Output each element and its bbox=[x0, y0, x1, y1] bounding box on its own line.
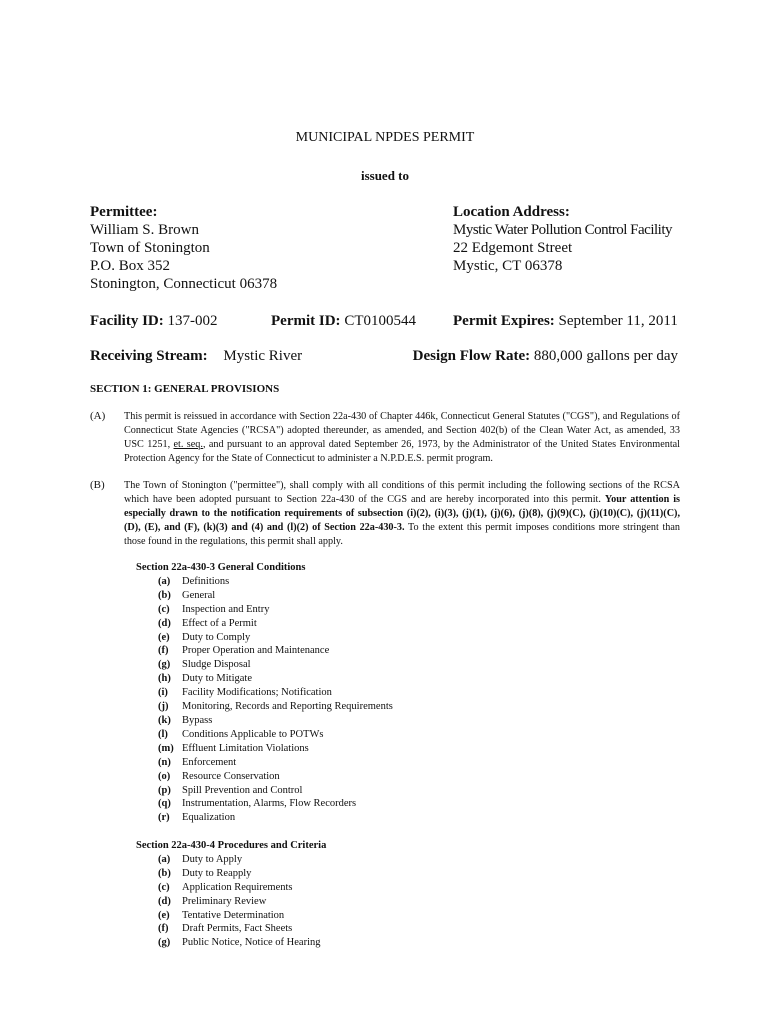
location-line: Mystic Water Pollution Control Facility bbox=[453, 222, 673, 238]
list-item-key: (e) bbox=[158, 909, 170, 921]
list-item-text: Facility Modifications; Notification bbox=[182, 687, 332, 699]
permit-expires-label: Permit Expires: bbox=[453, 313, 555, 329]
list-item bbox=[158, 631, 393, 645]
permit-id-label: Permit ID: bbox=[271, 313, 341, 329]
document-title: MUNICIPAL NPDES PERMIT bbox=[295, 130, 475, 145]
list-item-key: (c) bbox=[158, 881, 170, 893]
paragraph-label-b: (B) bbox=[90, 479, 105, 491]
list-item bbox=[158, 797, 393, 811]
list-item-text: Instrumentation, Alarms, Flow Recorders bbox=[182, 798, 357, 810]
permit-expires bbox=[453, 312, 678, 330]
section-heading: SECTION 1: GENERAL PROVISIONS bbox=[90, 383, 280, 395]
procedures-list bbox=[136, 839, 326, 950]
list-item-text: Duty to Apply bbox=[182, 853, 243, 865]
list-item-text: Equalization bbox=[182, 812, 236, 824]
list-item-text: Public Notice, Notice of Hearing bbox=[182, 937, 321, 949]
list-item-key: (o) bbox=[158, 770, 171, 782]
list-item-text: Effluent Limitation Violations bbox=[182, 742, 309, 754]
procedures-items bbox=[136, 853, 326, 950]
list-item-key: (l) bbox=[158, 728, 168, 740]
list-item bbox=[158, 686, 393, 700]
list-item bbox=[158, 644, 393, 658]
list-item-text: Effect of a Permit bbox=[182, 617, 257, 629]
list-item bbox=[158, 714, 393, 728]
list-item-key: (d) bbox=[158, 617, 171, 629]
list-item bbox=[158, 756, 393, 770]
permit-id-value: CT0100544 bbox=[344, 313, 416, 329]
paragraph-b bbox=[124, 479, 680, 549]
facility-id-label: Facility ID: bbox=[90, 313, 164, 329]
receiving-stream-label: Receiving Stream: bbox=[90, 348, 208, 364]
general-conditions-items bbox=[136, 575, 393, 825]
list-item bbox=[158, 881, 326, 895]
list-item-text: Duty to Comply bbox=[182, 631, 251, 643]
list-item bbox=[158, 853, 326, 867]
receiving-stream-value: Mystic River bbox=[223, 348, 303, 364]
list-item-key: (a) bbox=[158, 575, 171, 587]
general-conditions-title: Section 22a-430-3 General Conditions bbox=[136, 562, 306, 573]
list-item-key: (c) bbox=[158, 603, 170, 615]
list-item-text: Resource Conservation bbox=[182, 770, 280, 782]
permittee-block bbox=[90, 203, 277, 293]
list-item-text: General bbox=[182, 589, 216, 601]
list-item-key: (p) bbox=[158, 784, 171, 796]
list-item bbox=[158, 575, 393, 589]
list-item-key: (b) bbox=[158, 589, 171, 601]
permittee-line: Stonington, Connecticut 06378 bbox=[90, 276, 278, 292]
list-item-text: Enforcement bbox=[182, 756, 237, 768]
location-label: Location Address: bbox=[453, 204, 570, 220]
facility-id-value: 137-002 bbox=[167, 313, 218, 329]
list-item-key: (r) bbox=[158, 812, 170, 824]
permittee-line: Town of Stonington bbox=[90, 240, 210, 256]
list-item-text: Sludge Disposal bbox=[182, 659, 251, 671]
list-item-key: (j) bbox=[158, 701, 169, 713]
list-item bbox=[158, 867, 326, 881]
list-item bbox=[158, 936, 326, 950]
location-line: 22 Edgemont Street bbox=[453, 240, 573, 256]
permittee-line: P.O. Box 352 bbox=[90, 258, 171, 274]
list-item-key: (b) bbox=[158, 867, 171, 879]
list-item bbox=[158, 742, 393, 756]
list-item-text: Inspection and Entry bbox=[182, 603, 270, 615]
list-item-key: (k) bbox=[158, 714, 171, 726]
issued-to-line: issued to bbox=[360, 168, 410, 183]
permit-expires-value: September 11, 2011 bbox=[558, 313, 678, 329]
permittee-label: Permittee: bbox=[90, 204, 158, 220]
list-item-text: Spill Prevention and Control bbox=[182, 784, 303, 796]
list-item-key: (a) bbox=[158, 853, 171, 865]
list-item-key: (d) bbox=[158, 895, 171, 907]
list-item-text: Bypass bbox=[182, 714, 213, 726]
list-item bbox=[158, 811, 393, 825]
list-item-text: Draft Permits, Fact Sheets bbox=[182, 923, 293, 935]
list-item bbox=[158, 770, 393, 784]
list-item-text: Duty to Mitigate bbox=[182, 673, 252, 685]
list-item-key: (n) bbox=[158, 756, 171, 768]
list-item-key: (h) bbox=[158, 673, 171, 685]
list-item bbox=[158, 922, 326, 936]
list-item bbox=[158, 617, 393, 631]
list-item-key: (f) bbox=[158, 923, 169, 935]
paragraph-b-text: The Town of Stonington ("permittee"), shall comply with all conditions of this permit including the following sections of the RCSA which have been adopted pursuant to Section 22a-430 of the CGS and are hereby incorporated into this permit. bbox=[124, 480, 680, 506]
list-item bbox=[158, 728, 393, 742]
procedures-title: Section 22a-430-4 Procedures and Criteria bbox=[136, 840, 327, 851]
list-item bbox=[158, 658, 393, 672]
list-item-key: (g) bbox=[158, 937, 171, 949]
design-flow-rate bbox=[413, 347, 678, 365]
list-item-text: Application Requirements bbox=[182, 881, 293, 893]
list-item bbox=[158, 589, 393, 603]
list-item-text: Conditions Applicable to POTWs bbox=[182, 728, 324, 740]
list-item bbox=[158, 784, 393, 798]
list-item-text: Proper Operation and Maintenance bbox=[182, 645, 330, 657]
permit-id bbox=[271, 312, 416, 330]
permittee-line: William S. Brown bbox=[90, 222, 199, 238]
receiving-stream bbox=[90, 347, 302, 365]
paragraph-label-a: (A) bbox=[90, 410, 106, 422]
list-item-key: (m) bbox=[158, 742, 174, 754]
paragraph-b-text-cont: To the extent this permit imposes conditions more stringent than those found in the regulations, this permit shall apply. bbox=[124, 522, 681, 548]
list-item-text: Monitoring, Records and Reporting Requirements bbox=[182, 701, 393, 713]
list-item-key: (q) bbox=[158, 798, 171, 810]
paragraph-a-text-cont: , and pursuant to an approval dated September 26, 1973, by the Administrator of the United States Environmental Protection Agency for the State of Connecticut to administer a N.P.D.E.S. permit program. bbox=[124, 439, 680, 465]
paragraph-a-text: This permit is reissued in accordance with Section 22a-430 of Chapter 446k, Connecticut General Statutes ("CGS"), and Regulations of Connecticut State Agencies ("RCSA") adopted thereunder, as amended, and Section 402(b) of the Clean Water Act, as amended, 33 USC 1251, bbox=[124, 411, 680, 451]
list-item bbox=[158, 700, 393, 714]
list-item-text: Definitions bbox=[182, 575, 230, 587]
list-item bbox=[158, 895, 326, 909]
list-item-key: (i) bbox=[158, 687, 168, 699]
facility-id bbox=[90, 312, 217, 330]
et-seq-text: et. seq. bbox=[173, 439, 203, 451]
list-item-text: Duty to Reapply bbox=[182, 867, 252, 879]
list-item bbox=[158, 909, 326, 923]
paragraph-b-bold: Your attention is especially drawn to the notification requirements of subsection (i)(2), (i)(3), (j)(1), (j)(6), (j)(8), (j)(9)(C), (j)(10)(C), (j)(11)(C), (D), (E), and (F), (k)(3) and (4) and (l)(2) of Section 22a-430-3. bbox=[124, 494, 681, 534]
location-block bbox=[453, 203, 672, 275]
design-flow-value: 880,000 gallons per day bbox=[533, 348, 678, 364]
location-line: Mystic, CT 06378 bbox=[453, 258, 563, 274]
list-item-key: (e) bbox=[158, 631, 170, 643]
list-item bbox=[158, 603, 393, 617]
paragraph-a bbox=[124, 410, 680, 466]
list-item-key: (g) bbox=[158, 659, 171, 671]
design-flow-label: Design Flow Rate: bbox=[412, 348, 531, 364]
list-item-text: Preliminary Review bbox=[182, 895, 267, 907]
list-item-text: Tentative Determination bbox=[182, 909, 285, 921]
list-item bbox=[158, 672, 393, 686]
list-item-key: (f) bbox=[158, 645, 169, 657]
general-conditions-list bbox=[136, 561, 393, 825]
